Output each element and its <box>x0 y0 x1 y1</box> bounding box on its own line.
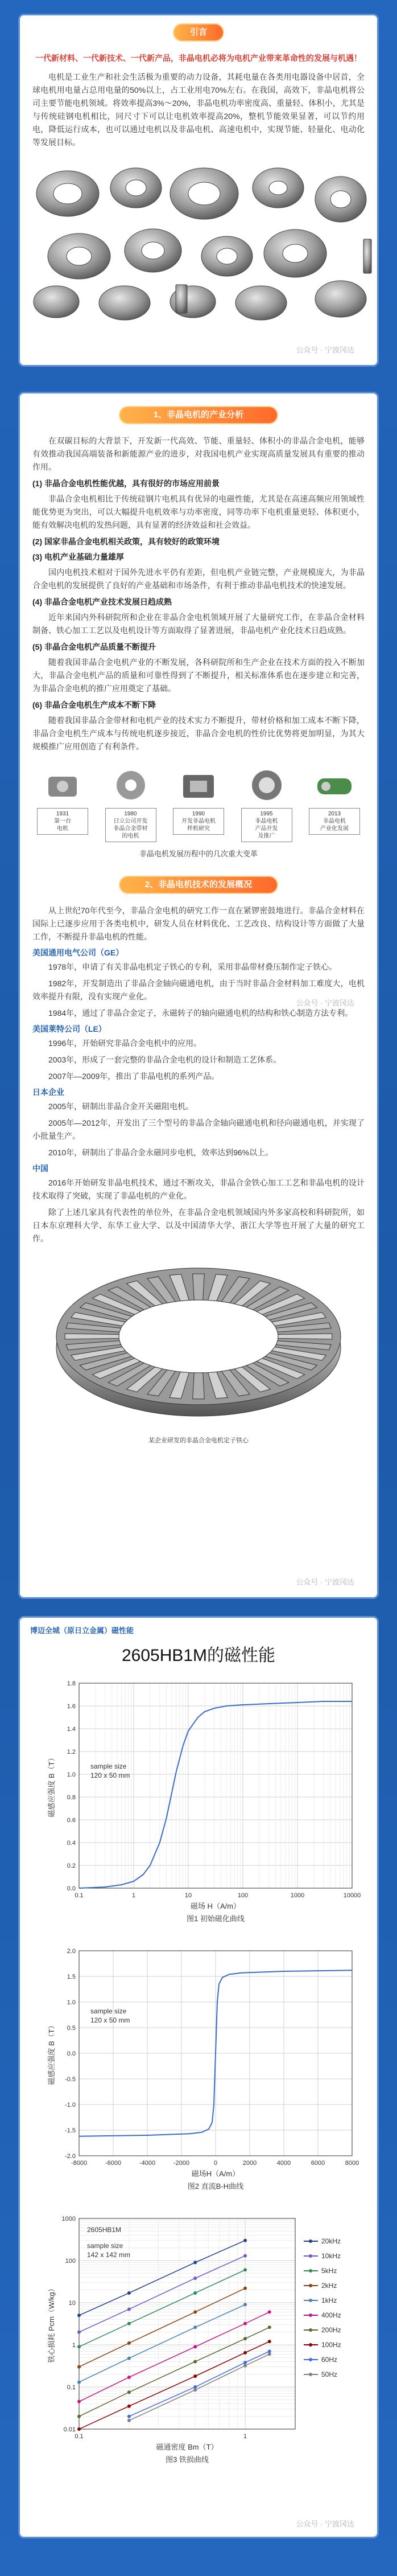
timeline-item: 1980 日立公司开发 非晶合金带材 的电机 <box>105 762 156 842</box>
ge-line: 1984年，通过了非晶合金定子，永磁转子的轴向磁通电机的结构和铁心制造方法专利。 <box>48 1008 353 1018</box>
legend-label: 200Hz <box>321 2326 341 2334</box>
x-tick-label: 6000 <box>311 2160 325 2167</box>
x-tick-label: 0 <box>213 2160 218 2167</box>
item-1-head: (1) 非晶合金电机性能优越，具有很好的市场应用前景 <box>32 479 220 488</box>
legend-marker <box>309 2284 312 2287</box>
stator-tooth <box>278 1334 332 1339</box>
y-tick-label: 1.4 <box>67 1726 76 1733</box>
legend-marker <box>309 2314 312 2317</box>
y-axis-label: 磁感应强度 B（T） <box>47 1754 56 1818</box>
y-tick-label: 0.0 <box>67 2050 76 2057</box>
motor-parts-photo <box>22 154 375 325</box>
y-tick-label: -0.5 <box>65 2076 76 2083</box>
dc-bh-curve-chart <box>28 1939 369 2207</box>
data-point <box>193 2310 197 2314</box>
wechat-watermark: 公众号 · 宁波冈达 <box>296 346 354 354</box>
y-tick-label: 1.0 <box>67 1771 76 1778</box>
item-4-head: (4) 非晶合金电机产业技术发展日趋成熟 <box>32 597 172 606</box>
legend-label: 5kHz <box>321 2267 337 2275</box>
data-point <box>127 2322 131 2325</box>
magnetic-main-title: 2605HB1M的磁性能 <box>121 1646 276 1665</box>
ge-line: 1982年，开发制造出了非晶合金轴向磁通电机，由于当时非晶合金材料加工难度大，电机效率提升有限，没有实现产业化。 <box>32 979 365 1001</box>
timeline-item: 1990 开发非晶电机 样机研究 <box>173 762 224 835</box>
data-point <box>127 2357 131 2360</box>
data-point <box>77 2331 81 2334</box>
legend-label: 2kHz <box>321 2282 337 2290</box>
y-tick-label: -1.0 <box>65 2102 76 2109</box>
y-tick-label: 2.0 <box>67 1948 76 1955</box>
magnetic-header: 博迈全城（原日立金属）磁性能 <box>30 1626 134 1635</box>
y-tick-label: 100 <box>65 2258 76 2265</box>
y-tick-label: -1.5 <box>65 2127 76 2134</box>
intro-card <box>18 14 379 367</box>
tech-intro: 从上世纪70年代至今，非晶合金电机的研究工作一直在紧锣密鼓地进行。非晶合金材料在国际上已逐步应用于各类电机中，研发人员在材料优化、工艺改良、结构设计等方面做了大量工作，不断提升非晶电机的性能。 <box>32 906 365 941</box>
data-point <box>77 2381 81 2384</box>
item-6-head: (6) 非晶合金电机生产成本不断下降 <box>32 700 156 709</box>
data-point <box>77 2345 81 2348</box>
data-point <box>243 2364 247 2368</box>
data-point <box>243 2287 247 2290</box>
x-axis-label: 磁通密度 Bm（T） <box>156 2443 218 2451</box>
data-point <box>127 2307 131 2311</box>
core-loss-chart <box>28 2207 369 2480</box>
x-tick-label: 10000 <box>343 1892 361 1899</box>
initial-magnetization-chart <box>28 1672 369 1939</box>
le-line: 1996年，开始研究非晶合金电机中的应用。 <box>48 1039 202 1048</box>
legend-marker <box>309 2239 312 2243</box>
wechat-watermark: 公众号 · 宁波冈达 <box>296 2520 354 2528</box>
industry-analysis-pill: 1、非晶电机的产业分析 <box>119 406 278 424</box>
x-tick-label: 100 <box>237 1892 249 1899</box>
data-point <box>243 2361 247 2364</box>
data-point <box>127 2341 131 2345</box>
x-tick-label: 2000 <box>242 2160 257 2167</box>
legend-label: 60Hz <box>321 2356 338 2364</box>
plot-area <box>79 1683 352 1888</box>
intro-lead: 一代新材料、一代新技术、一代新产品，非晶电机必将为电机产业带来革命性的发展与机遇！ <box>35 54 362 63</box>
y-tick-label: 1.2 <box>67 1749 76 1755</box>
data-point <box>77 2427 81 2431</box>
sample-size-label: 120 x 50 mm <box>90 1771 130 1779</box>
legend-label: 10kHz <box>321 2252 341 2260</box>
x-tick-label: -4000 <box>139 2160 156 2167</box>
timeline-item: 1931 第一台 电机 <box>37 762 88 835</box>
tech-overview-pill: 2、非晶电机技术的发展概况 <box>119 876 278 894</box>
y-tick-label: 0.1 <box>67 2384 76 2391</box>
timeline-caption: 非晶电机发展历程中的几次重大变革 <box>139 850 258 858</box>
data-point <box>193 2325 197 2329</box>
industry-intro: 在双碳目标的大背景下，开发新一代高效、节能、重量轻、体积小的非晶合金电机，能够有效推动我国高端装备和新能源产业的进步，对我国电机产业实现高质量发展具有重要的推动作用。 <box>32 436 365 471</box>
material-label: 2605HB1M <box>87 2226 122 2234</box>
x-tick-label: 1 <box>243 2433 247 2440</box>
y-tick-label: 0.5 <box>67 2025 76 2032</box>
wechat-watermark: 公众号 · 宁波冈达 <box>296 999 354 1007</box>
y-tick-label: 0.4 <box>67 1840 76 1847</box>
stator-core-photo <box>39 1251 358 1433</box>
chart-title: 图1 初始磁化曲线 <box>187 1914 245 1923</box>
y-tick-label: 0.0 <box>67 1885 76 1892</box>
data-point <box>127 2415 131 2418</box>
magnetic-card <box>18 1616 379 2538</box>
item-5-head: (5) 非晶合金电机产品质量不断提升 <box>32 642 156 651</box>
data-point <box>243 2303 247 2306</box>
y-tick-label: 1 <box>72 2342 76 2349</box>
data-point <box>77 2415 81 2418</box>
legend-marker <box>309 2373 312 2376</box>
data-point <box>193 2291 197 2295</box>
item-6-body: 随着我国非晶合金带材和电机产业的技术实力不断提升，带材价格和加工成本不断下降，非晶合金电机生产成本与传统电机逐步接近，非晶合金电机的性价比优势将更加明显，为其大规模推广应用创造了有利条件。 <box>32 716 365 751</box>
legend-label: 50Hz <box>321 2370 338 2378</box>
data-point <box>243 2239 247 2242</box>
x-tick-label: 4000 <box>276 2160 291 2167</box>
japan-line: 2005年，研制出非晶合金开关磁阻电机。 <box>48 1102 194 1111</box>
item-5-body: 随着我国非晶合金电机产业的不断发展，各科研院所和生产企业在技术方面的投入不断加大，非晶合金电机产品的质量和可靠性得到了不断提升，相关标准体系也在逐步建立和完善，为非晶合金电机的推广应用奠定了基础。 <box>32 658 365 693</box>
x-tick-label: -2000 <box>173 2160 190 2167</box>
chart-title: 图2 直流B-H曲线 <box>187 2182 244 2191</box>
legend-marker <box>309 2269 312 2273</box>
timeline-item: 2013 非晶电机 产业化发展 <box>309 762 360 835</box>
chart-title: 图3 铁损曲线 <box>166 2455 209 2464</box>
item-4-body: 近年来国内外科研院所和企业在非晶合金电机领域开展了大量研究工作，在非晶合金材料制备、铁心加工工艺以及电机设计等方面取得了显著进展，非晶电机产业化技术日趋成熟。 <box>32 613 365 635</box>
japan-head: 日本企业 <box>32 1088 64 1097</box>
data-point <box>268 2352 271 2356</box>
x-tick-label: 1000 <box>290 1892 305 1899</box>
x-tick-label: 8000 <box>345 2160 359 2167</box>
legend-marker <box>309 2299 312 2302</box>
data-point <box>77 2365 81 2369</box>
data-point <box>127 2419 131 2422</box>
y-tick-label: 0.8 <box>67 1794 76 1801</box>
analysis-card <box>18 392 379 1599</box>
data-point <box>193 2385 197 2389</box>
sample-size-label: sample size <box>90 2007 127 2015</box>
x-tick-label: -6000 <box>105 2160 122 2167</box>
stator-tooth <box>65 1334 119 1339</box>
plot-area <box>79 2218 295 2429</box>
item-3-body: 国内电机技术相对于国外先进水平仍有差距，但电机产业链完整，产业规模庞大，为非晶合金电机的发展提供了良好的产业基础和市场条件，有利于推动非晶电机技术的快速发展。 <box>32 568 365 590</box>
stator-tooth <box>193 1373 205 1399</box>
x-tick-label: 10 <box>184 1892 192 1899</box>
china-line: 2016年开始研发非晶电机技术，通过不断攻关，非晶合金铁心加工工艺和非晶电机的设计技术取得了突破，实现了非晶电机的产业化。 <box>32 1178 365 1200</box>
legend-marker <box>309 2254 312 2258</box>
data-point <box>268 2340 271 2343</box>
stator-tooth <box>193 1274 205 1300</box>
data-point <box>127 2291 131 2295</box>
data-point <box>77 2314 81 2317</box>
le-line: 2003年，形成了一套完整的非晶合金电机的设计和制造工艺体系。 <box>48 1055 282 1064</box>
x-axis-label: 磁场 H（A/m） <box>190 1902 241 1910</box>
intro-pill: 引言 <box>173 23 224 42</box>
y-tick-label: 0.6 <box>67 1817 76 1824</box>
y-tick-label: 1000 <box>61 2216 76 2222</box>
legend-label: 100Hz <box>321 2341 341 2349</box>
ge-head: 美国通用电气公司（GE） <box>32 948 124 957</box>
x-axis-label: 磁场H（A/m） <box>191 2169 240 2178</box>
data-point <box>193 2261 197 2264</box>
data-point <box>127 2376 131 2379</box>
x-tick-label: -8000 <box>71 2160 88 2167</box>
data-point <box>193 2276 197 2280</box>
le-head: 美国莱特公司（LE） <box>32 1024 106 1033</box>
sample-size-label: 120 x 50 mm <box>90 2016 130 2024</box>
data-point <box>243 2254 247 2258</box>
legend-label: 400Hz <box>321 2311 341 2319</box>
item-2-head: (2) 国家非晶合金电机相关政策，具有较好的政策环境 <box>32 537 220 546</box>
y-axis-label: 磁感应强度 B（T） <box>47 2021 56 2085</box>
data-point <box>193 2388 197 2392</box>
china-line: 除了上述几家具有代表性的单位外，在非晶合金电机领域国内外多家高校和科研院所，如日本东京理科大学、东华工业大学、以及中国清华大学、浙江大学等也开展了大量的研究工作。 <box>32 1208 365 1243</box>
y-tick-label: 10 <box>68 2300 76 2307</box>
data-point <box>193 2360 197 2363</box>
legend-label: 20kHz <box>321 2237 341 2245</box>
y-tick-label: -2.0 <box>65 2153 76 2160</box>
data-point <box>243 2322 247 2325</box>
legend-marker <box>309 2358 312 2361</box>
japan-line: 2005年—2012年，开发出了三个型号的非晶合金轴向磁通电机和径向磁通电机，并实现了小批量生产。 <box>32 1118 365 1141</box>
legend-label: 1kHz <box>321 2296 337 2304</box>
x-tick-label: 1 <box>131 1892 136 1899</box>
item-3-head: (3) 电机产业基础力量雄厚 <box>32 552 124 561</box>
sample-size-label: sample size <box>87 2242 123 2250</box>
data-point <box>243 2268 247 2271</box>
data-point <box>127 2405 131 2408</box>
stator-caption: 某企业研发的非晶合金电机定子铁心 <box>148 1437 249 1444</box>
ge-line: 1978年，申请了有关非晶电机定子铁心的专利，采用非晶带材叠压制作定子铁心。 <box>48 962 337 971</box>
legend-marker <box>309 2343 312 2347</box>
history-timeline <box>20 762 377 859</box>
data-point <box>243 2337 247 2340</box>
data-point <box>127 2390 131 2394</box>
wechat-watermark: 公众号 · 宁波冈达 <box>296 1578 354 1586</box>
sample-size-label: 142 x 142 mm <box>87 2251 131 2259</box>
data-point <box>193 2345 197 2348</box>
y-tick-label: 0.01 <box>63 2426 76 2433</box>
item-1-body: 非晶合金电机相比于传统硅钢片电机具有优异的电磁性能，尤其是在高速高频应用领域性能优势更为突出，可以大幅提升电机效率与功率密度，同等功率下电机重量更轻、体积更小，能有效解决电机的发热问题，具有显著的经济效益和社会效益。 <box>32 494 365 530</box>
data-point <box>193 2374 197 2378</box>
sample-size-label: sample size <box>90 1762 127 1770</box>
le-line: 2007年—2009年，推出了非晶电机的系列产品。 <box>48 1072 220 1081</box>
timeline-item: 1995 非晶电机 产品开发 及推广 <box>241 762 292 842</box>
y-tick-label: 0.2 <box>67 1863 76 1869</box>
y-tick-label: 1.5 <box>67 1974 76 1980</box>
x-tick-label: 0.1 <box>75 1892 84 1899</box>
data-point <box>243 2351 247 2355</box>
x-tick-label: 0.1 <box>75 2433 84 2440</box>
y-tick-label: 1.0 <box>67 1999 76 2006</box>
y-axis-label: 铁心损耗 Pcm（W/kg） <box>47 2284 56 2363</box>
y-tick-label: 1.6 <box>67 1703 76 1710</box>
data-point <box>268 2310 271 2314</box>
legend-marker <box>309 2328 312 2332</box>
data-point <box>77 2400 81 2403</box>
china-head: 中国 <box>32 1164 48 1173</box>
intro-paragraph: 电机是工业生产和社会生活极为重要的动力设备，其耗电量在各类用电器设备中居首，全球电机用电量占总用电量的50%以上，占工业用电70%左右。在我国，高效下，非晶电机将公司主要节能电机领域。将效率提高3%～20%，非晶电机功率密度高、重量轻、体积小，尤其是与传统硅钢电机相比，同尺寸下可以让电机效率提高20%，整机节能效果显著，可以节约用电，降低运行成本，也可以通过电机以及非晶电机、高速电机中，实现节能、轻量化、电动化等发展目标。 <box>32 72 365 147</box>
y-tick-label: 1.8 <box>67 1680 76 1687</box>
data-point <box>268 2325 271 2329</box>
japan-line: 2010年，研制出了非晶合金永磁同步电机，效率达到96%以上。 <box>48 1148 274 1157</box>
